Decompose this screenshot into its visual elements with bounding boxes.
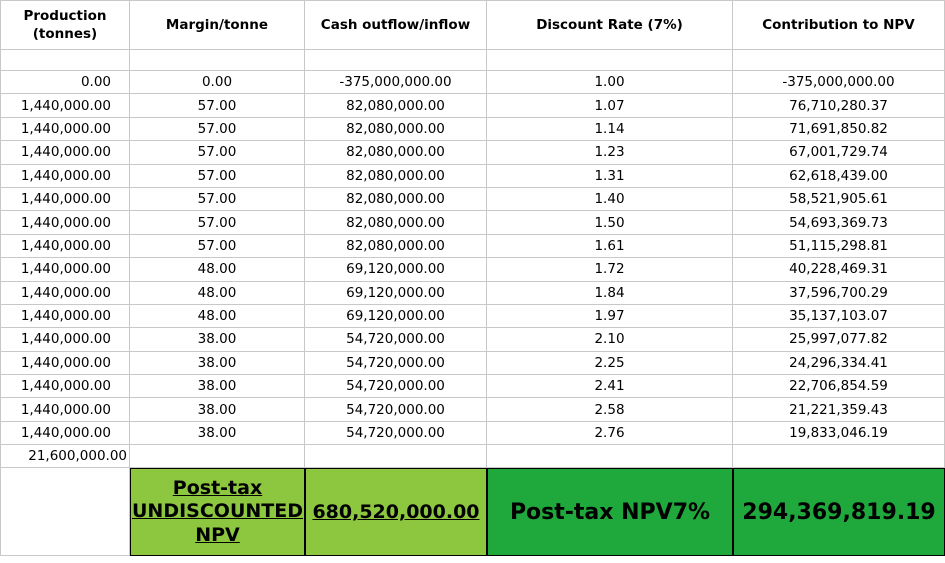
discount-rate-cell: 1.97	[487, 305, 733, 328]
production-cell: 1,440,000.00	[0, 211, 130, 234]
cashflow-cell: 82,080,000.00	[305, 94, 487, 117]
discount-rate-cell: 2.76	[487, 422, 733, 445]
npv-value: 294,369,819.19	[733, 468, 945, 556]
blank-cell	[487, 50, 733, 71]
production-cell: 1,440,000.00	[0, 398, 130, 421]
discount-rate-cell: 1.61	[487, 235, 733, 258]
production-cell: 1,440,000.00	[0, 235, 130, 258]
margin-cell: 48.00	[130, 305, 305, 328]
discount-rate-cell: 1.07	[487, 94, 733, 117]
contribution-cell: 76,710,280.37	[733, 94, 945, 117]
contribution-cell: 40,228,469.31	[733, 258, 945, 281]
blank-cell	[130, 445, 305, 468]
contribution-cell: 58,521,905.61	[733, 188, 945, 211]
blank-cell	[305, 445, 487, 468]
header-production: Production (tonnes)	[0, 0, 130, 50]
blank-cell	[305, 50, 487, 71]
contribution-cell: 51,115,298.81	[733, 235, 945, 258]
production-cell: 1,440,000.00	[0, 118, 130, 141]
discount-rate-cell: 2.10	[487, 328, 733, 351]
production-cell: 0.00	[0, 71, 130, 94]
header-cashflow: Cash outflow/inflow	[305, 0, 487, 50]
undiscounted-npv-label-line: UNDISCOUNTED	[132, 500, 303, 523]
cashflow-cell: 82,080,000.00	[305, 188, 487, 211]
undiscounted-npv-label-line: Post-tax	[172, 476, 263, 499]
contribution-cell: 22,706,854.59	[733, 375, 945, 398]
blank-cell	[487, 445, 733, 468]
contribution-cell: 62,618,439.00	[733, 165, 945, 188]
discount-rate-cell: 1.00	[487, 71, 733, 94]
contribution-cell: 35,137,103.07	[733, 305, 945, 328]
margin-cell: 38.00	[130, 352, 305, 375]
cashflow-cell: 69,120,000.00	[305, 258, 487, 281]
margin-cell: 38.00	[130, 375, 305, 398]
blank-cell	[0, 468, 130, 556]
production-cell: 1,440,000.00	[0, 305, 130, 328]
production-cell: 1,440,000.00	[0, 188, 130, 211]
cashflow-cell: 82,080,000.00	[305, 118, 487, 141]
margin-cell: 57.00	[130, 94, 305, 117]
margin-cell: 57.00	[130, 235, 305, 258]
margin-cell: 57.00	[130, 211, 305, 234]
header-discount-rate: Discount Rate (7%)	[487, 0, 733, 50]
cashflow-cell: 82,080,000.00	[305, 235, 487, 258]
production-cell: 1,440,000.00	[0, 352, 130, 375]
production-cell: 1,440,000.00	[0, 141, 130, 164]
undiscounted-npv-label	[130, 468, 305, 556]
discount-rate-cell: 1.50	[487, 211, 733, 234]
blank-cell	[0, 50, 130, 71]
margin-cell: 38.00	[130, 422, 305, 445]
margin-cell: 57.00	[130, 141, 305, 164]
cashflow-cell: 69,120,000.00	[305, 305, 487, 328]
cashflow-cell: 54,720,000.00	[305, 422, 487, 445]
undiscounted-npv-value: 680,520,000.00	[305, 468, 487, 556]
blank-cell	[733, 445, 945, 468]
total-production: 21,600,000.00	[0, 445, 130, 468]
cashflow-cell: 54,720,000.00	[305, 375, 487, 398]
cashflow-cell: 82,080,000.00	[305, 165, 487, 188]
margin-cell: 38.00	[130, 328, 305, 351]
discount-rate-cell: 1.84	[487, 282, 733, 305]
discount-rate-cell: 2.58	[487, 398, 733, 421]
production-cell: 1,440,000.00	[0, 282, 130, 305]
contribution-cell: 54,693,369.73	[733, 211, 945, 234]
contribution-cell: -375,000,000.00	[733, 71, 945, 94]
discount-rate-cell: 1.72	[487, 258, 733, 281]
blank-cell	[130, 50, 305, 71]
cashflow-cell: -375,000,000.00	[305, 71, 487, 94]
header-margin: Margin/tonne	[130, 0, 305, 50]
production-cell: 1,440,000.00	[0, 165, 130, 188]
cashflow-cell: 54,720,000.00	[305, 398, 487, 421]
production-cell: 1,440,000.00	[0, 328, 130, 351]
margin-cell: 57.00	[130, 188, 305, 211]
margin-cell: 0.00	[130, 71, 305, 94]
cashflow-cell: 82,080,000.00	[305, 211, 487, 234]
discount-rate-cell: 1.40	[487, 188, 733, 211]
production-cell: 1,440,000.00	[0, 422, 130, 445]
discount-rate-cell: 2.41	[487, 375, 733, 398]
contribution-cell: 37,596,700.29	[733, 282, 945, 305]
discount-rate-cell: 1.31	[487, 165, 733, 188]
cashflow-cell: 82,080,000.00	[305, 141, 487, 164]
discount-rate-cell: 1.23	[487, 141, 733, 164]
discount-rate-cell: 2.25	[487, 352, 733, 375]
blank-cell	[733, 50, 945, 71]
discount-rate-cell: 1.14	[487, 118, 733, 141]
cashflow-cell: 54,720,000.00	[305, 352, 487, 375]
margin-cell: 48.00	[130, 258, 305, 281]
header-contribution: Contribution to NPV	[733, 0, 945, 50]
margin-cell: 38.00	[130, 398, 305, 421]
contribution-cell: 71,691,850.82	[733, 118, 945, 141]
margin-cell: 57.00	[130, 165, 305, 188]
cashflow-cell: 69,120,000.00	[305, 282, 487, 305]
contribution-cell: 25,997,077.82	[733, 328, 945, 351]
margin-cell: 57.00	[130, 118, 305, 141]
undiscounted-npv-label-line: NPV	[195, 524, 240, 547]
cashflow-cell: 54,720,000.00	[305, 328, 487, 351]
production-cell: 1,440,000.00	[0, 375, 130, 398]
contribution-cell: 21,221,359.43	[733, 398, 945, 421]
contribution-cell: 19,833,046.19	[733, 422, 945, 445]
production-cell: 1,440,000.00	[0, 258, 130, 281]
margin-cell: 48.00	[130, 282, 305, 305]
contribution-cell: 67,001,729.74	[733, 141, 945, 164]
npv-label: Post-tax NPV7%	[487, 468, 733, 556]
contribution-cell: 24,296,334.41	[733, 352, 945, 375]
production-cell: 1,440,000.00	[0, 94, 130, 117]
